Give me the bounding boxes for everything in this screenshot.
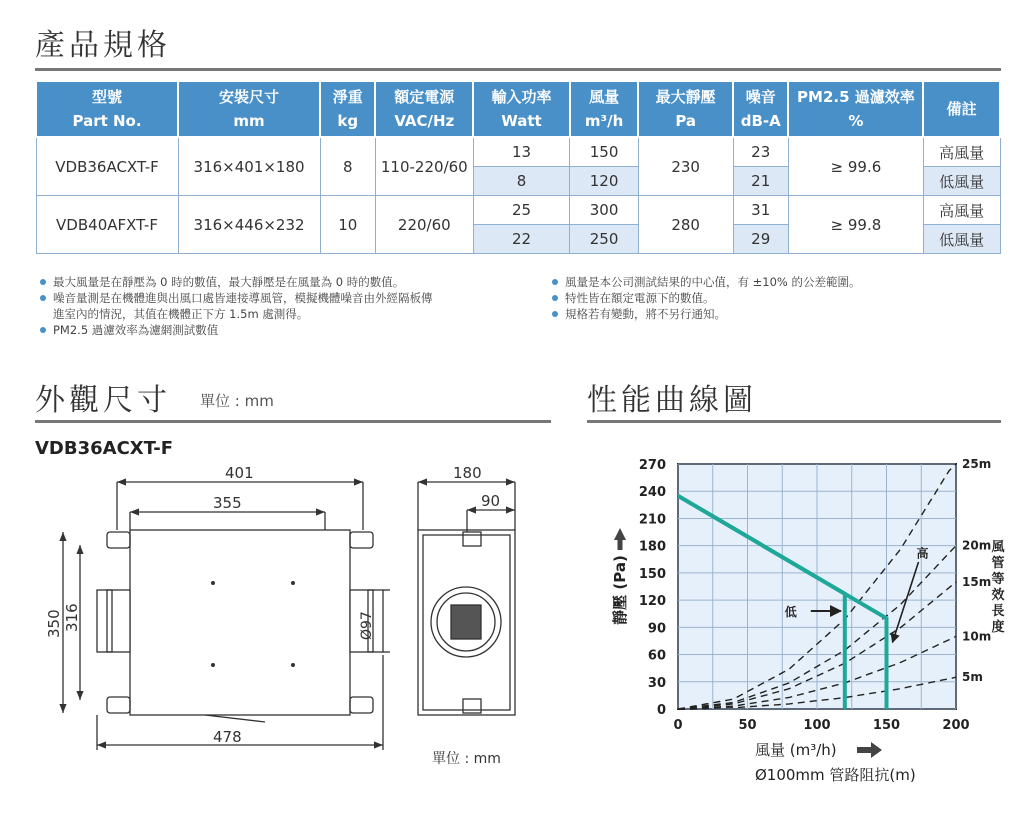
note-item: 風量是本公司測試結果的中心值，有 ±10% 的公差範圍。 [550,274,990,290]
cell-pm: ≥ 99.6 [788,137,923,196]
dim-90: 90 [481,492,501,510]
duct-curve-label: 20m [962,538,992,553]
duct-title-char: 度 [991,620,1005,635]
note-item: 最大風量是在靜壓為 0 時的數值，最大靜壓是在風量為 0 時的數值。 [38,274,438,290]
x-tick-label: 50 [738,718,757,733]
duct-title-char: 等 [991,572,1005,587]
y-tick-label: 30 [647,675,666,691]
cell-flow: 300 [570,196,638,225]
y-tick-label: 210 [638,512,666,528]
table-row [36,196,1000,225]
cell-pressure: 230 [638,137,733,196]
duct-title [991,540,1005,635]
duct-title-char: 效 [991,588,1005,603]
cell-remark: 低風量 [923,225,1000,254]
dim-355: 355 [213,494,242,512]
header-noise: 噪音 dB-A [733,81,788,137]
note-item: 特性皆在額定電源下的數值。 [550,290,990,306]
dims-title-rule [35,420,551,423]
cell-noise: 21 [733,167,788,196]
cell-part: VDB40AFXT-F [36,196,178,254]
y-tick-label: 120 [638,594,666,610]
cell-remark: 高風量 [923,196,1000,225]
x-axis-title: 風量 (m³/h) [755,741,837,759]
header-flow: 風量 m³/h [570,81,638,137]
y-tick-label: 150 [638,566,666,582]
cell-power: 110-220/60 [375,137,473,196]
duct-curve-label: 15m [962,574,992,589]
spec-table [35,80,1001,254]
y-axis-title: 靜壓 (Pa) [611,555,629,625]
y-axis-arrow-stem [618,540,623,550]
x-tick-label: 150 [872,718,901,733]
spec-title-rule [35,68,1001,71]
header-power: 額定電源 VAC/Hz [375,81,473,137]
y-tick-label: 270 [638,458,666,473]
duct-curve-label: 5m [962,670,983,685]
x-tick-label: 0 [673,718,683,733]
performance-chart [600,450,1025,795]
cell-flow: 120 [570,167,638,196]
table-row [36,137,1000,167]
duct-curve-label: 25m [962,457,992,471]
cell-weight: 10 [320,196,375,254]
spec-header-row [36,81,1000,137]
dims-title: 外觀尺寸 [35,383,171,418]
x-axis-subtitle: Ø100mm 管路阻抗(m) [755,766,916,784]
duct-title-char: 管 [991,556,1005,571]
high-label: 高 [916,546,929,561]
cell-weight: 8 [320,137,375,196]
side-view [418,482,515,715]
cell-watt: 22 [473,225,570,254]
dim-401: 401 [225,464,254,482]
spec-title: 產品規格 [35,28,171,63]
cell-flow: 250 [570,225,638,254]
y-tick-label: 90 [647,621,666,637]
x-axis-arrow-icon [857,742,882,758]
side-unit: 單位 : mm [432,751,501,767]
cell-watt: 25 [473,196,570,225]
x-tick-label: 100 [803,718,831,733]
dim-350: 350 [45,609,63,638]
header-weight: 淨重 kg [320,81,375,137]
dims-unit: 單位 : mm [200,392,274,410]
cell-remark: 低風量 [923,167,1000,196]
cell-watt: 13 [473,137,570,167]
cell-size: 316×446×232 [178,196,320,254]
note-item: 噪音量測是在機體進與出風口處皆連接導風管，模擬機體噪音由外經隔板傳進室內的情況，其值在機體正下方 1.5m 處測得。 [38,290,438,322]
cell-noise: 29 [733,225,788,254]
notes-right [550,274,990,322]
cell-watt: 8 [473,167,570,196]
cell-flow: 150 [570,137,638,167]
y-tick-label: 240 [638,485,666,501]
header-pm: PM2.5 過濾效率 % [788,81,923,137]
cell-part: VDB36ACXT-F [36,137,178,196]
cell-pressure: 280 [638,196,733,254]
dimension-drawing [35,460,555,760]
y-tick-label: 180 [638,539,666,555]
header-size: 安裝尺寸 mm [178,81,320,137]
notes-left [38,274,438,338]
dim-180: 180 [453,464,482,482]
dims-model: VDB36ACXT-F [35,438,174,459]
y-tick-label: 0 [656,703,666,718]
duct-curve-label: 10m [962,629,992,644]
duct-title-char: 長 [991,604,1005,619]
note-item: PM2.5 過濾效率為濾網測試數值 [38,322,438,338]
perf-title: 性能曲線圖 [587,383,757,418]
header-watt: 輸入功率 Watt [473,81,570,137]
dim-478: 478 [213,728,242,746]
y-ticks [639,458,666,718]
x-tick-label: 200 [942,718,970,733]
duct-title-char: 風 [991,540,1005,555]
header-part: 型號 Part No. [36,81,178,137]
dim-duct-dia: Ø97 [359,611,375,640]
low-label: 低 [784,605,797,619]
dim-316: 316 [63,603,81,632]
cell-remark: 高風量 [923,137,1000,167]
x-ticks [673,718,969,733]
header-pressure: 最大靜壓 Pa [638,81,733,137]
header-remark: 備註 [923,81,1000,137]
cell-pm: ≥ 99.8 [788,196,923,254]
front-view [63,482,390,750]
perf-title-rule [587,420,1001,423]
cell-size: 316×401×180 [178,137,320,196]
note-item: 規格若有變動，將不另行通知。 [550,306,990,322]
y-axis-label [611,528,629,625]
cell-noise: 31 [733,196,788,225]
y-tick-label: 60 [647,648,666,664]
y-axis-arrow-icon [614,528,626,540]
cell-power: 220/60 [375,196,473,254]
cell-noise: 23 [733,137,788,167]
